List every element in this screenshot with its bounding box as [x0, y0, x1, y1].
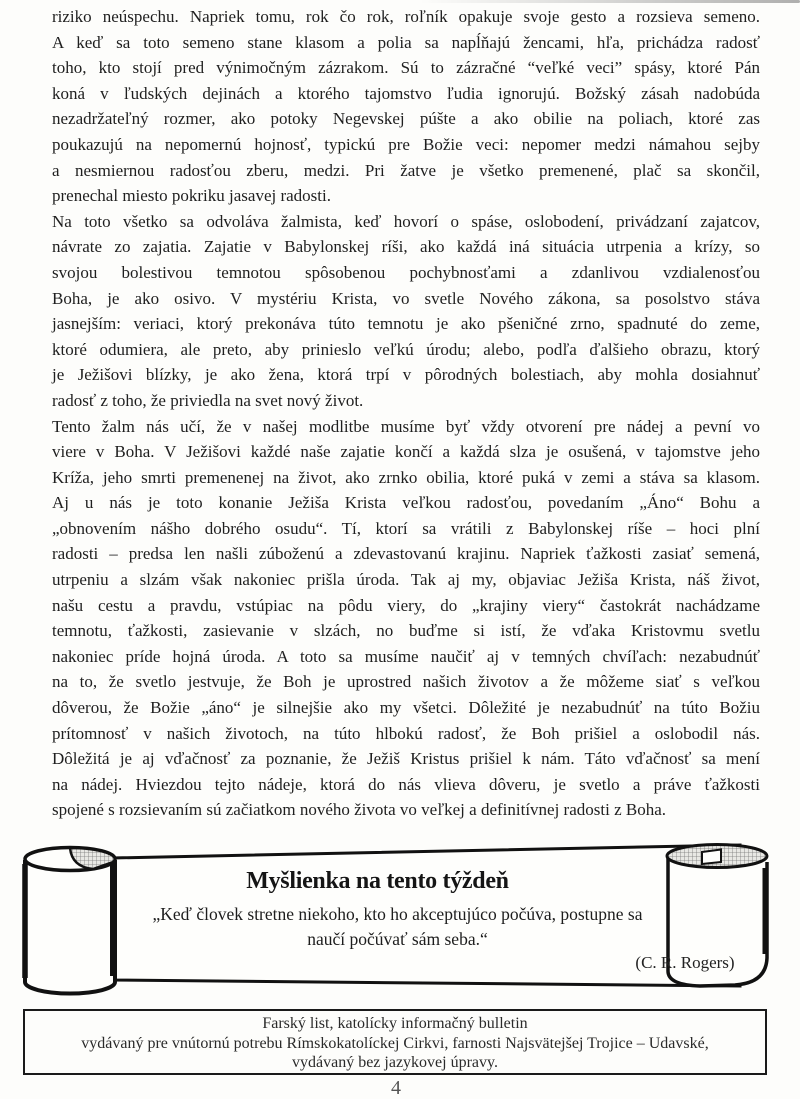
- text-line: utrpeniu a slzám však nakoniec prišla úroda. Tak aj my, objaviac Ježiša Krista, náš život,: [52, 570, 760, 590]
- scroll-left-roll-icon: [25, 848, 115, 994]
- text-line: a nesmiernou radosťou zberu, medzi. Pri žatve je všetko premenené, plač sa skončil,: [52, 160, 760, 180]
- text-line: dôverou, že Božie „áno“ je silnejšie ako my všetci. Dôležité je nezabudnúť na túto Božiu: [52, 698, 760, 718]
- text-line: poukazujú na nepomernú hojnosť, typickú pre Božie veci: nepomer medzi námahou sejby: [52, 134, 760, 154]
- text-line: Na toto všetko sa odvoláva žalmista, keď hovorí o spáse, oslobodení, privádzaní zajatcov,: [52, 211, 760, 231]
- text-line: našu cestu a pravdu, vstúpiac na pôdu viery, do „krajiny viery“ častokrát nachádzame: [52, 595, 760, 615]
- text-line: spojené s rozsievaním sú začiatkom nového života vo veľkej a definitívnej radosti z Boha.: [52, 800, 667, 820]
- article-text: [52, 0, 760, 823]
- text-line: jasnejším: veriaci, ktorý prekonáva túto temnotu je ako pšeničné zrno, spadnuté do zeme,: [52, 314, 760, 334]
- text-line: Boha, je ako osivo. V mystériu Krista, vo svetle Nového zákona, sa posolstvo stáva: [52, 288, 760, 308]
- text-line: ktoré odumiera, ale preto, aby prinieslo veľkú úrodu; alebo, podľa ďalšieho obrazu, ktorý: [52, 339, 760, 359]
- text-line: nakoniec príde hojná úroda. A toto sa musíme naučiť aj v temných chvíľach: nezabudnúť: [52, 646, 760, 666]
- text-line: prítomnosť v našich životoch, na túto hlbokú radosť, že Boh prišiel a oslobodil nás.: [52, 723, 760, 743]
- text-line: temnotu, ťažkosti, zasievanie v slzách, no buďme si istí, že vďaka Kristovmu svetlu: [52, 621, 760, 641]
- text-line: riziko neúspechu. Napriek tomu, rok čo rok, roľník opakuje svoje gesto a rozsieva semeno.: [52, 7, 760, 26]
- text-line: Kríža, jeho smrti premenenej na život, ako zrnko obilia, ktoré puká v zemi a stáva sa klasom.: [52, 467, 760, 487]
- page-number: 4: [391, 1077, 401, 1099]
- imprint-box: [23, 1009, 767, 1075]
- text-line: na nádej. Hviezdou tejto nádeje, ktorá do nás vlieva dôveru, je svetlo a práve ťažkosti: [52, 774, 760, 794]
- quote-attribution: (C. R. Rogers): [635, 953, 735, 972]
- text-line: koná v ľudských dejinách a ktorého tajomstvo ľudia ignorujú. Božský zásah nadobúda: [52, 83, 760, 103]
- text-line: radosť z toho, že priviedla na svet nový život.: [52, 390, 364, 410]
- text-line: vydávaný bez jazykovej úpravy.: [292, 1054, 498, 1071]
- text-line: toho, kto stojí pred výnimočným zázrakom. Sú to zázračné “veľké veci” spásy, ktoré Pán: [52, 58, 760, 78]
- text-line: naučí počúvať sám seba.“: [307, 929, 488, 949]
- banner-quote: [110, 902, 685, 952]
- text-line: je Ježišovi blízky, je ako žena, ktorá trpí v pôrodných bolestiach, aby mohla dosiahnuť: [52, 365, 760, 385]
- text-line: Tento žalm nás učí, že v našej modlitbe musíme byť vždy otvorení pre nádej a pevní vo: [52, 416, 760, 436]
- text-line: svojou bolestivou temnotou spôsobenou pochybnosťami a zdanlivou vzdialenosťou: [52, 262, 760, 282]
- text-line: prenechal miesto pokriku jasavej radosti.: [52, 186, 331, 206]
- text-line: na to, že svetlo jestvuje, že Boh je uprostred našich životov a že môžeme siať s veľkou: [52, 672, 760, 692]
- text-line: „Keď človek stretne niekoho, kto ho akceptujúco počúva, postupne sa: [152, 904, 643, 924]
- text-line: nezadržateľný rozmer, ako potoky Negevskej púšte a ako obilie na poliach, ktoré zas: [52, 109, 760, 129]
- text-line: vydávaný pre vnútornú potrebu Rímskokatolíckej Cirkvi, farnosti Najsvätejšej Trojice – Udavské,: [81, 1034, 709, 1052]
- text-line: Aj u nás je toto konanie Ježiša Krista veľkou radosťou, povedaním „Áno“ Bohu a: [52, 493, 760, 513]
- text-line: Farský list, katolícky informačný bulletin: [262, 1015, 528, 1032]
- paragraph: [52, 414, 760, 824]
- text-line: „obnovením nášho dobrého osudu“. Tí, ktorí sa vrátili z Babylonskej ríše – hoci plní: [52, 518, 760, 538]
- text-line: radosti – predsa len našli zúboženú a zdevastovanú krajinu. Napriek ťažkosti zasiať semená,: [52, 544, 760, 564]
- text-line: A keď sa toto semeno stane klasom a polia sa napĺňajú žencami, hľa, prichádza radosť: [52, 32, 760, 52]
- paragraph: [52, 4, 760, 209]
- text-line: viere v Boha. V Ježišovi každé naše zajatie končí a každá slza je osušená, v tajomstve jeho: [52, 442, 760, 462]
- text-line: návrate zo zajatia. Zajatie v Babylonskej ríši, ako každá iná situácia utrpenia a krízy, so: [52, 237, 760, 257]
- text-line: Dôležitá je aj vďačnosť za poznanie, že Ježiš Kristus prišiel k nám. Táto vďačnosť sa mení: [52, 749, 760, 769]
- banner-title: Myšlienka na tento týždeň: [246, 868, 509, 894]
- paragraph: [52, 209, 760, 414]
- thought-of-week-banner: [0, 836, 800, 1008]
